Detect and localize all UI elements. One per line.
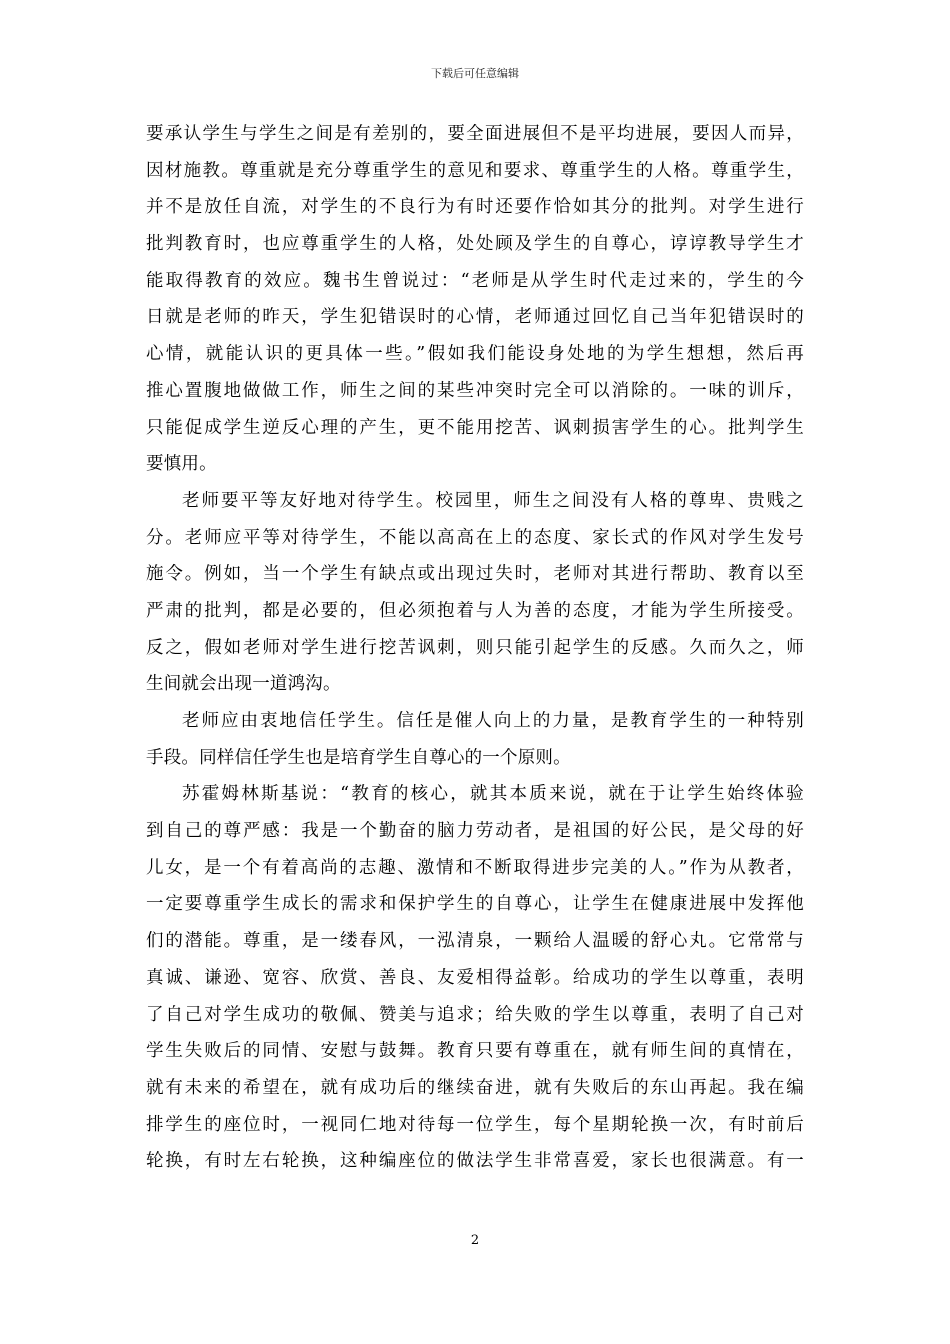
- paragraph-line: 并不是放任自流，对学生的不良行为有时还要作恰如其分的批判。对学生进行: [146, 197, 804, 218]
- page-number: 2: [470, 1233, 480, 1248]
- paragraph-line: 批判教育时，也应尊重学生的人格，处处顾及学生的自尊心，谆谆教导学生才: [146, 234, 804, 255]
- paragraph-line: 要承认学生与学生之间是有差别的，要全面进展但不是平均进展，要因人而异，: [146, 124, 804, 144]
- paragraph-1: [146, 116, 804, 483]
- page-header: 下载后可任意编辑: [431, 67, 519, 80]
- paragraph-line: 到自己的尊严感：我是一个勤奋的脑力劳动者，是祖国的好公民，是父母的好: [146, 821, 804, 842]
- paragraph-line: 学生失败后的同情、安慰与鼓舞。教育只要有尊重在，就有师生间的真情在，: [146, 1041, 804, 1062]
- paragraph-line: 苏霍姆林斯基说：“教育的核心，就其本质来说，就在于让学生始终体验: [182, 784, 804, 805]
- paragraph-line: 心情，就能认识的更具体一些。”假如我们能设身处地的为学生想想，然后再: [146, 344, 804, 365]
- paragraph-line: 日就是老师的昨天，学生犯错误时的心情，老师通过回忆自己当年犯错误时的: [146, 307, 804, 328]
- paragraph-4: [146, 776, 804, 1180]
- paragraph-3: [146, 703, 804, 776]
- paragraph-line: 要慎用。: [146, 454, 217, 475]
- paragraph-line: 推心置腹地做做工作，师生之间的某些冲突时完全可以消除的。一味的训斥，: [146, 380, 804, 401]
- paragraph-line: 轮换，有时左右轮换，这种编座位的做法学生非常喜爱，家长也很满意。有一: [146, 1151, 804, 1172]
- paragraph-line: 反之，假如老师对学生进行挖苦讽刺，则只能引起学生的反感。久而久之，师: [146, 637, 804, 658]
- paragraph-line: 分。老师应平等对待学生，不能以高高在上的态度、家长式的作风对学生发号: [146, 527, 804, 548]
- document-body: [146, 116, 804, 1180]
- paragraph-line: 儿女，是一个有着高尚的志趣、激情和不断取得进步完美的人。”作为从教者，: [146, 857, 804, 878]
- paragraph-line: 手段。同样信任学生也是培育学生自尊心的一个原则。: [146, 747, 571, 768]
- paragraph-line: 只能促成学生逆反心理的产生，更不能用挖苦、讽刺损害学生的心。批判学生: [146, 417, 804, 438]
- paragraph-line: 了自己对学生成功的敬佩、赞美与追求；给失败的学生以尊重，表明了自己对: [146, 1004, 804, 1025]
- paragraph-line: 老师应由衷地信任学生。信任是催人向上的力量，是教育学生的一种特别: [182, 711, 804, 731]
- paragraph-line: 真诚、谦逊、宽容、欣赏、善良、友爱相得益彰。给成功的学生以尊重，表明: [146, 967, 804, 988]
- paragraph-line: 严肃的批判，都是必要的，但必须抱着与人为善的态度，才能为学生所接受。: [146, 600, 804, 621]
- paragraph-line: 施令。例如，当一个学生有缺点或出现过失时，老师对其进行帮助、教育以至: [146, 564, 804, 585]
- paragraph-line: 老师要平等友好地对待学生。校园里，师生之间没有人格的尊卑、贵贱之: [182, 490, 804, 511]
- paragraph-line: 们的潜能。尊重，是一缕春风，一泓清泉，一颗给人温暖的舒心丸。它常常与: [146, 931, 804, 952]
- paragraph-line: 因材施教。尊重就是充分尊重学生的意见和要求、尊重学生的人格。尊重学生，: [146, 160, 804, 181]
- paragraph-line: 一定要尊重学生成长的需求和保护学生的自尊心，让学生在健康进展中发挥他: [146, 894, 804, 915]
- paragraph-line: 排学生的座位时，一视同仁地对待每一位学生，每个星期轮换一次，有时前后: [146, 1114, 804, 1135]
- paragraph-line: 生间就会出现一道鸿沟。: [146, 674, 341, 695]
- paragraph-2: [146, 483, 804, 703]
- paragraph-line: 就有未来的希望在，就有成功后的继续奋进，就有失败后的东山再起。我在编: [146, 1077, 804, 1098]
- paragraph-line: 能取得教育的效应。魏书生曾说过：“老师是从学生时代走过来的，学生的今: [146, 270, 804, 291]
